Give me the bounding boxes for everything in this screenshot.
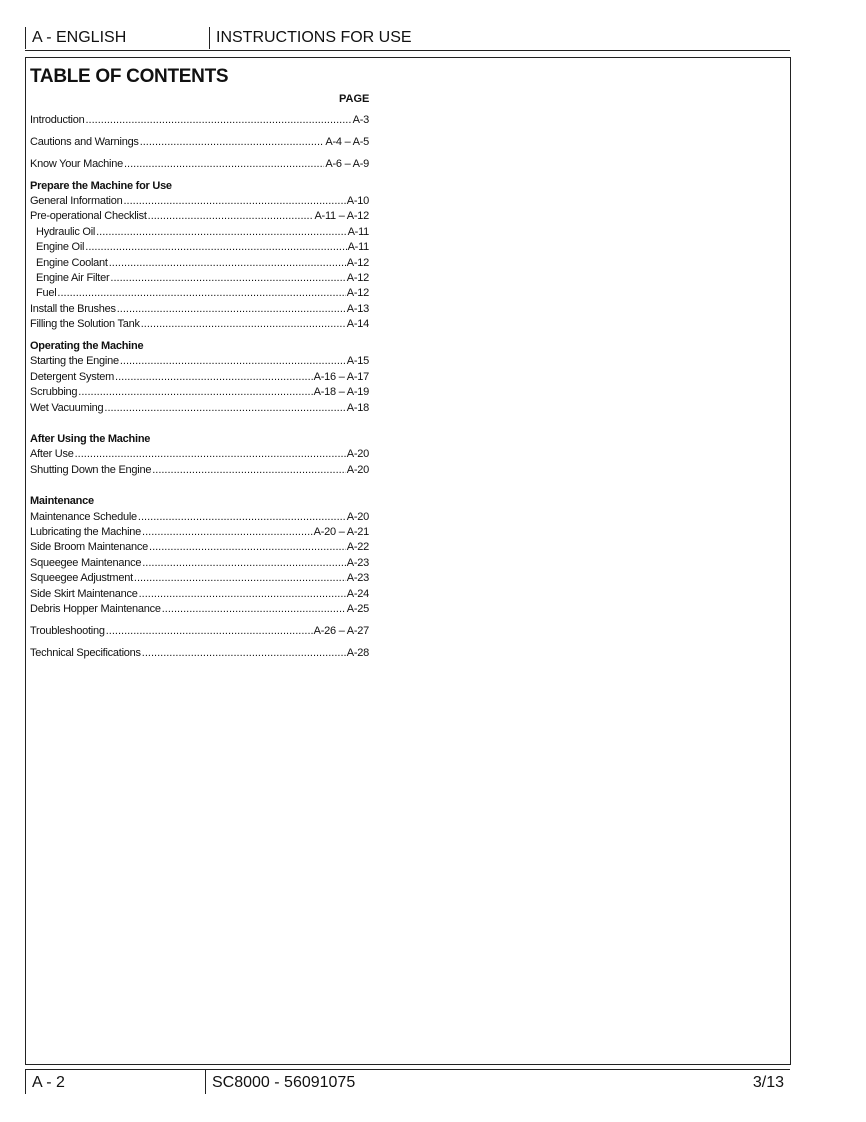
section-heading-prepare: Prepare the Machine for Use: [30, 179, 172, 192]
toc-subentry[interactable]: Fuel ..... A-12: [30, 286, 369, 301]
header-section: A - ENGLISH: [25, 27, 210, 49]
toc-entry-introduction[interactable]: Introduction ..... A-3: [30, 113, 369, 128]
toc-entry[interactable]: Detergent System ..... A-16 – A-17: [30, 370, 369, 385]
section-heading-maintenance: Maintenance: [30, 495, 94, 508]
toc-entry[interactable]: Starting the Engine ..... A-15: [30, 354, 369, 369]
toc-entry[interactable]: Lubricating the Machine ..... A-20 – A-21: [30, 525, 369, 540]
toc-entry-know-machine[interactable]: Know Your Machine ..... A-6 – A-9: [30, 157, 369, 172]
toc-subentry[interactable]: Engine Oil ..... A-11: [30, 240, 369, 255]
toc-entry[interactable]: Pre-operational Checklist ..... A-11 – A-12: [30, 209, 369, 224]
page-column-label: PAGE: [339, 93, 370, 105]
toc-entry[interactable]: Squeegee Adjustment ..... A-23: [30, 571, 369, 586]
page-footer: [25, 1070, 790, 1094]
toc-entry[interactable]: Maintenance Schedule ..... A-20: [30, 510, 369, 525]
toc-title: TABLE OF CONTENTS: [30, 66, 229, 87]
toc-subentry[interactable]: Engine Coolant ..... A-12: [30, 256, 369, 271]
header-title: INSTRUCTIONS FOR USE: [209, 27, 786, 49]
section-heading-after: After Using the Machine: [30, 433, 151, 446]
footer-page-number: A - 2: [25, 1070, 208, 1094]
page-header: [25, 27, 790, 51]
header-rule: [25, 50, 790, 51]
toc-entry[interactable]: Filling the Solution Tank ..... A-14: [30, 317, 369, 332]
toc-entry[interactable]: Scrubbing ..... A-18 – A-19: [30, 385, 369, 400]
footer-model: SC8000 - 56091075: [205, 1070, 612, 1094]
footer-sheet: 3/13: [752, 1074, 784, 1091]
toc-entry[interactable]: After Use ..... A-20: [30, 447, 369, 462]
toc-entry[interactable]: Side Broom Maintenance ..... A-22: [30, 540, 369, 555]
section-heading-operating: Operating the Machine: [30, 340, 144, 353]
toc-entry[interactable]: Side Skirt Maintenance ..... A-24: [30, 587, 369, 602]
toc-subentry[interactable]: Hydraulic Oil ..... A-11: [30, 225, 369, 240]
toc-entry[interactable]: Debris Hopper Maintenance ..... A-25: [30, 602, 369, 617]
toc-entry[interactable]: Install the Brushes ..... A-13: [30, 302, 369, 317]
toc-subentry[interactable]: Engine Air Filter ..... A-12: [30, 271, 369, 286]
content-frame: [25, 57, 791, 1065]
toc-entry[interactable]: Shutting Down the Engine ..... A-20: [30, 463, 369, 478]
toc-entry-cautions[interactable]: Cautions and Warnings ..... A-4 – A-5: [30, 135, 369, 150]
table-of-contents: [30, 113, 369, 661]
toc-entry[interactable]: General Information ..... A-10: [30, 194, 369, 209]
toc-entry-specifications[interactable]: Technical Specifications ..... A-28: [30, 646, 369, 661]
toc-entry-troubleshooting[interactable]: Troubleshooting ..... A-26 – A-27: [30, 624, 369, 639]
toc-entry[interactable]: Squeegee Maintenance ..... A-23: [30, 556, 369, 571]
toc-entry[interactable]: Wet Vacuuming ..... A-18: [30, 401, 369, 416]
